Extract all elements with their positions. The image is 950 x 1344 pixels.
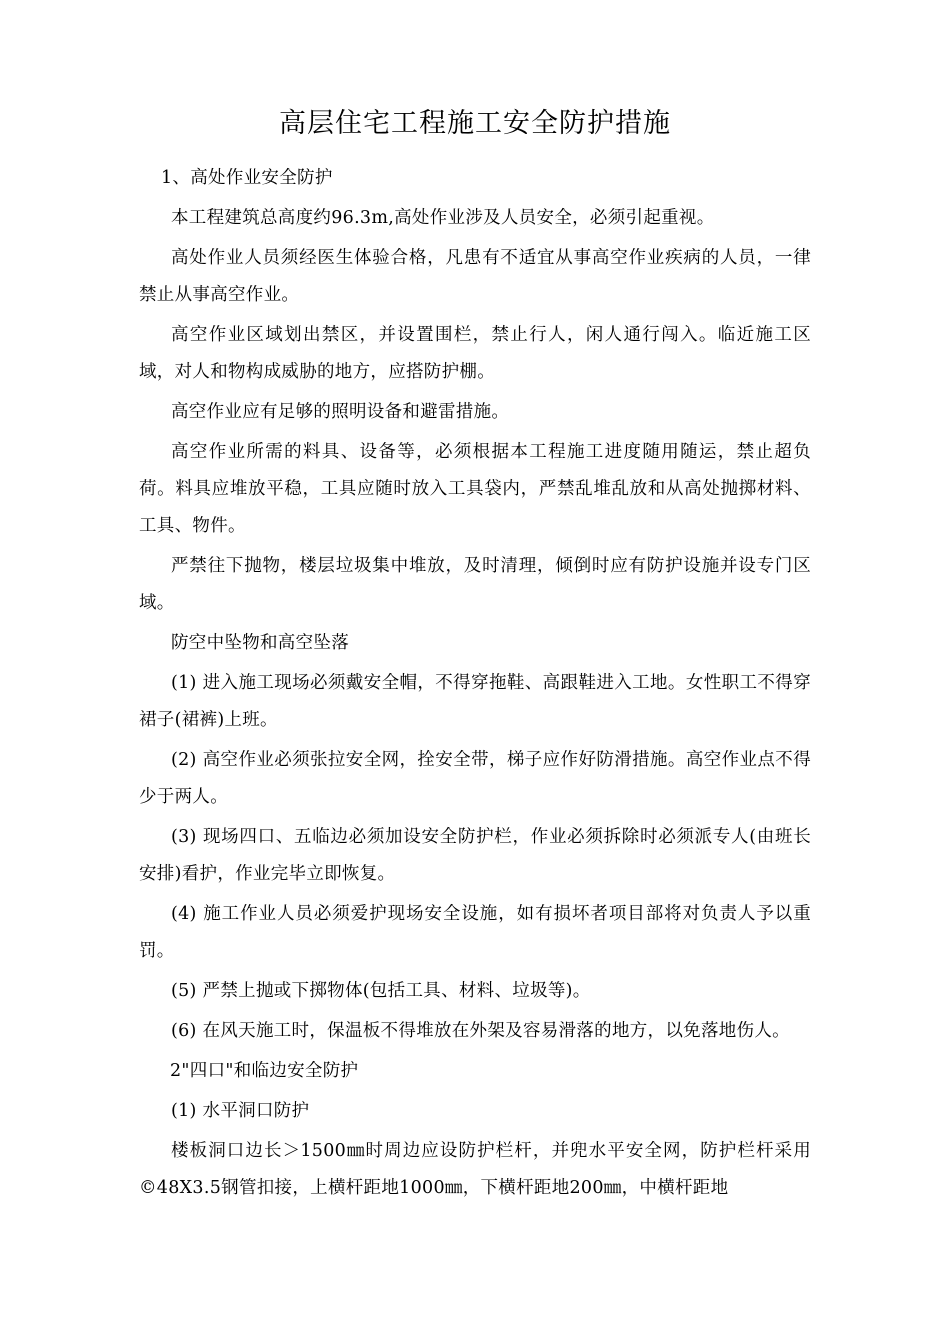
- paragraph: 楼板洞口边长＞1500㎜时周边应设防护栏杆，并兜水平安全网，防护栏杆采用©48X3.5钢管扣接，上横杆距地1000㎜，下横杆距地200㎜，中横杆距地: [139, 1141, 811, 1198]
- paragraph: 高空作业应有足够的照明设备和避雷措施。: [171, 402, 510, 422]
- list-item: (1) 进入施工现场必须戴安全帽，不得穿拖鞋、高跟鞋进入工地。女性职工不得穿裙子(裙裤)上班。: [139, 673, 811, 730]
- paragraph: 严禁往下抛物，楼层垃圾集中堆放，及时清理，倾倒时应有防护设施并设专门区域。: [139, 556, 811, 613]
- list-item: (4) 施工作业人员必须爱护现场安全设施，如有损坏者项目部将对负责人予以重罚。: [139, 904, 811, 961]
- list-item: (5) 严禁上抛或下掷物体(包括工具、材料、垃圾等)。: [171, 981, 591, 1001]
- section-heading-1: 1、高处作业安全防护: [161, 168, 333, 188]
- document-body: [139, 160, 811, 1210]
- paragraph: 高空作业区域划出禁区，并设置围栏，禁止行人，闲人通行闯入。临近施工区域，对人和物构成威胁的地方，应搭防护棚。: [139, 325, 811, 382]
- subheading: 防空中坠物和高空坠落: [171, 633, 349, 653]
- section-heading-2: 2"四口"和临边安全防护: [170, 1061, 359, 1081]
- paragraph: 高空作业所需的料具、设备等，必须根据本工程施工进度随用随运，禁止超负荷。料具应堆放平稳，工具应随时放入工具袋内，严禁乱堆乱放和从高处抛掷材料、工具、物件。: [139, 442, 811, 536]
- list-item: (3) 现场四口、五临边必须加设安全防护栏，作业必须拆除时必须派专人(由班长安排)看护，作业完毕立即恢复。: [139, 827, 811, 884]
- paragraph: 高处作业人员须经医生体验合格，凡患有不适宜从事高空作业疾病的人员，一律禁止从事高空作业。: [139, 248, 811, 305]
- page-title: 高层住宅工程施工安全防护措施: [279, 108, 671, 139]
- list-item: (6) 在风天施工时，保温板不得堆放在外架及容易滑落的地方，以免落地伤人。: [171, 1021, 790, 1041]
- subheading: (1) 水平洞口防护: [171, 1101, 310, 1121]
- list-item: (2) 高空作业必须张拉安全网，拴安全带，梯子应作好防滑措施。高空作业点不得少于两人。: [139, 750, 811, 807]
- paragraph: 本工程建筑总高度约96.3m,高处作业涉及人员安全，必须引起重视。: [171, 208, 715, 228]
